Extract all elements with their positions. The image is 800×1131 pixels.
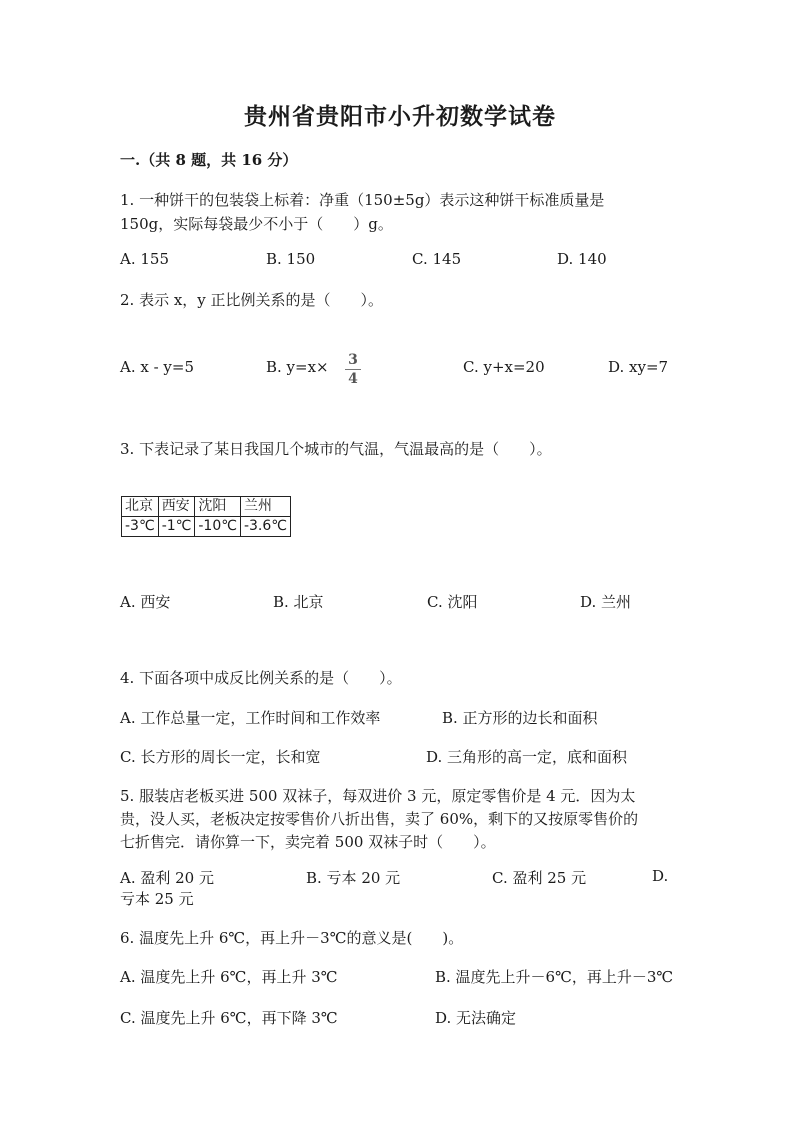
table-cell: -3.6℃: [240, 517, 290, 537]
question-1-line-2: 150g，实际每袋最少不小于（ ）g。: [120, 215, 393, 233]
table-row: [122, 517, 291, 537]
question-1-option-b: B. 150: [266, 250, 316, 268]
question-5-line-3: 七折售完．请你算一下，卖完着 500 双袜子时（ ）。: [120, 833, 496, 851]
fraction-bar: [345, 369, 361, 370]
question-1-option-c: C. 145: [412, 250, 462, 268]
question-1-option-a: A. 155: [120, 250, 169, 268]
question-6-option-c: C. 温度先上升 6℃，再下降 3℃: [120, 1009, 338, 1027]
question-5-line-2: 贵，没人买，老板决定按零售价八折出售，卖了 60%，剩下的又按原零售价的: [120, 810, 639, 828]
question-2-line-1: 2. 表示 x，y 正比例关系的是（ ）。: [120, 291, 384, 309]
fraction-numerator: 3: [348, 352, 358, 368]
question-6-option-b: B. 温度先上升－6℃，再上升－3℃: [435, 968, 674, 986]
table-cell: 西安: [158, 497, 195, 517]
question-3-option-d: D. 兰州: [580, 593, 632, 611]
question-4-option-c: C. 长方形的周长一定，长和宽: [120, 748, 321, 766]
question-3-line-1: 3. 下表记录了某日我国几个城市的气温，气温最高的是（ ）。: [120, 440, 552, 458]
question-5-option-d-text: 亏本 25 元: [120, 890, 194, 908]
table-row: [122, 497, 291, 517]
question-5-line-1: 5. 服装店老板买进 500 双袜子，每双进价 3 元，原定零售价是 4 元．因为太: [120, 787, 636, 805]
page-title: 贵州省贵阳市小升初数学试卷: [244, 103, 556, 130]
question-5-option-d-label: D.: [652, 867, 669, 885]
question-4-option-d: D. 三角形的高一定，底和面积: [426, 748, 628, 766]
question-2-option-a: A. x - y=5: [120, 358, 195, 376]
question-4-option-b: B. 正方形的边长和面积: [442, 709, 598, 727]
fraction-denominator: 4: [348, 371, 358, 387]
question-2-option-c: C. y+x=20: [463, 358, 545, 376]
section-heading: 一.（共 8 题，共 16 分）: [120, 151, 298, 169]
table-cell: -1℃: [158, 517, 195, 537]
table-cell: 沈阳: [195, 497, 241, 517]
question-4-option-a: A. 工作总量一定，工作时间和工作效率: [120, 709, 381, 727]
question-3-option-c: C. 沈阳: [427, 593, 478, 611]
question-3-option-b: B. 北京: [273, 593, 324, 611]
table-cell: -3℃: [122, 517, 159, 537]
question-6-option-d: D. 无法确定: [435, 1009, 517, 1027]
temperature-table: [121, 496, 291, 537]
question-1-line-1: 1. 一种饼干的包装袋上标着：净重（150±5g）表示这种饼干标准质量是: [120, 191, 605, 209]
question-2-option-b: B. y=x×: [266, 358, 329, 376]
table-cell: 兰州: [240, 497, 290, 517]
table-cell: -10℃: [195, 517, 241, 537]
question-4-line-1: 4. 下面各项中成反比例关系的是（ ）。: [120, 669, 402, 687]
question-3-option-a: A. 西安: [120, 593, 171, 611]
question-5-option-b: B. 亏本 20 元: [306, 869, 401, 887]
question-2-option-d: D. xy=7: [608, 358, 669, 376]
question-6-option-a: A. 温度先上升 6℃，再上升 3℃: [120, 968, 338, 986]
question-2-fraction: [345, 352, 361, 387]
question-5-option-c: C. 盈利 25 元: [492, 869, 587, 887]
question-5-option-a: A. 盈利 20 元: [120, 869, 214, 887]
table-cell: 北京: [122, 497, 159, 517]
question-1-option-d: D. 140: [557, 250, 607, 268]
question-6-line-1: 6. 温度先上升 6℃，再上升－3℃的意义是( )。: [120, 929, 464, 947]
